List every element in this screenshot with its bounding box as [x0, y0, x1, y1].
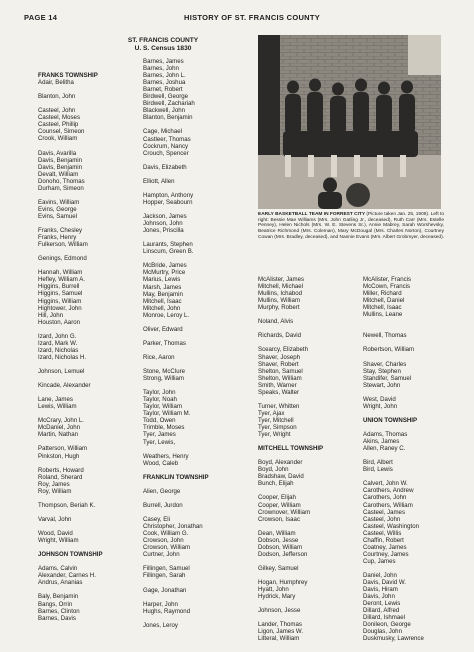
census-name: Shaver, Charles: [363, 360, 407, 368]
spacer: [363, 389, 424, 396]
census-name: Carothers, Andrew: [363, 487, 414, 495]
census-name: West, David: [363, 395, 396, 403]
census-name: Barnet, Robert: [143, 86, 183, 94]
census-name: Hughs, Raymond: [143, 607, 191, 615]
spacer: [38, 192, 103, 199]
census-name: Counsel, Simeon: [38, 128, 85, 136]
spacer: [258, 325, 323, 332]
census-name: Mullins, Ichabod: [258, 290, 303, 298]
census-name: Ligon, James W.: [258, 628, 304, 636]
spacer: [258, 487, 323, 494]
census-name: Barnes, Clinton: [38, 607, 80, 615]
census-name: Gage, Jonathan: [143, 586, 187, 594]
spacer: [38, 86, 103, 93]
census-name: Kincade, Alexander: [38, 382, 91, 390]
census-name: Taylor, John: [143, 389, 176, 397]
census-name: Gilkey, Samuel: [258, 564, 299, 572]
census-name: Casteel, James: [363, 508, 405, 516]
census-name: Baly, Benjamin: [38, 593, 79, 601]
spacer: [363, 410, 424, 417]
census-name: Cage, Michael: [143, 128, 182, 136]
census-name: Bangs, Orrin: [38, 600, 73, 608]
census-name: Jones, Leroy: [143, 621, 178, 629]
census-name: Adams, Thomas: [363, 431, 408, 439]
census-name: Bradshaw, David: [258, 473, 304, 481]
census-name: Tyer, Ajax: [258, 409, 285, 417]
spacer: [143, 121, 209, 128]
census-name: Varval, John: [38, 515, 72, 523]
census-name: Christopher, Jonathan: [143, 523, 203, 531]
census-name: Carothers, William: [363, 501, 413, 509]
census-name: Stay, Stephen: [363, 367, 401, 375]
spacer: [143, 579, 209, 586]
spacer: [143, 185, 209, 192]
spacer: [258, 572, 323, 579]
census-name: Tyer, Wright: [258, 431, 291, 439]
name-column-1: [38, 72, 103, 622]
census-name: Izard, Nicholas: [38, 346, 79, 354]
census-name: Higgins, William: [38, 297, 82, 305]
census-name: Hydrick, Mary: [258, 593, 296, 601]
census-name: Chaffin, Robert: [363, 536, 404, 544]
township-heading: FRANKS TOWNSHIP: [38, 72, 98, 79]
spacer: [38, 558, 103, 565]
basketball-team-photo: [258, 35, 441, 209]
census-name: Cup, James: [363, 557, 396, 565]
census-name: Trimble, Moses: [143, 424, 185, 432]
census-name: Mitchell, Isaac: [363, 304, 402, 312]
census-name: Cooper, Elijah: [258, 494, 296, 502]
spacer: [143, 558, 209, 565]
spacer: [258, 396, 323, 403]
census-name: Richards, David: [258, 332, 302, 340]
census-name: Houston, Aaron: [38, 318, 81, 326]
census-name: Shaver, Robert: [258, 360, 299, 368]
spacer: [143, 234, 209, 241]
census-name: Daniel, John: [363, 571, 397, 579]
census-name: Alexander, Carnes H.: [38, 572, 96, 580]
spacer: [143, 495, 209, 502]
census-name: Tyer, Simpson: [258, 423, 297, 431]
census-name: Alien, George: [143, 487, 181, 495]
census-name: Shelton, Samuel: [258, 367, 303, 375]
spacer: [258, 614, 323, 621]
census-name: Taylor, William: [143, 403, 182, 411]
census-name: Casteel, John: [38, 107, 76, 115]
census-name: Izard, Nicholas H.: [38, 353, 87, 361]
spacer: [38, 100, 103, 107]
census-name: Noland, Alvis: [258, 318, 294, 326]
spacer: [38, 361, 103, 368]
township-heading: UNION TOWNSHIP: [363, 416, 418, 424]
census-name: Speaks, Walter: [258, 388, 300, 396]
spacer: [143, 382, 209, 389]
spacer: [143, 347, 209, 354]
census-name: Evins, George: [38, 205, 77, 213]
census-name: Taylor, Noah: [143, 396, 177, 404]
spacer: [363, 339, 424, 346]
census-name: Duskmusky, Lawrence: [363, 635, 424, 643]
census-name: Dillard, Ishmael: [363, 614, 405, 622]
census-name: Durham, Simeon: [38, 184, 84, 192]
spacer: [38, 248, 103, 255]
census-name: Scearcy, Elizabeth: [258, 346, 309, 354]
census-name: Smith, Warner: [258, 381, 297, 389]
spacer: [143, 509, 209, 516]
census-name: Wright, William: [38, 537, 79, 545]
census-name: Donileon, George: [363, 621, 411, 629]
census-name: Dodson, Jefferson: [258, 550, 308, 558]
census-name: Casey, Eli: [143, 516, 170, 524]
census-name: Dobson, William: [258, 543, 303, 551]
census-name: McDaniel, John: [38, 424, 80, 432]
census-name: Barnes, John: [143, 65, 179, 73]
census-name: Izard, Mark W.: [38, 339, 78, 347]
census-name: Bunch, Elijah: [258, 480, 294, 488]
census-name: Franks, Henry: [38, 234, 77, 242]
census-name: Todd, Owen: [143, 417, 176, 425]
census-name: Davis, Benjamin: [38, 163, 83, 171]
spacer: [143, 255, 209, 262]
census-name: Douglas, John: [363, 628, 402, 636]
census-name: Strong, William: [143, 375, 184, 383]
spacer: [38, 509, 103, 516]
census-name: Linscum, Green B.: [143, 248, 194, 256]
census-name: Davis, David W.: [363, 579, 407, 587]
census-name: Davis, Benjamin: [38, 156, 83, 164]
census-name: Cockrum, Nancy: [143, 142, 189, 150]
census-name: Bird, Albert: [363, 459, 393, 467]
census-name: Jackson, James: [143, 213, 187, 221]
census-name: Barnes, John L.: [143, 72, 186, 80]
census-name: Allen, Raney C.: [363, 445, 406, 453]
census-name: Izard, John G.: [38, 332, 77, 340]
census-name: Shelton, William: [258, 374, 302, 382]
census-name: Oliver, Edward: [143, 325, 183, 333]
photo-image: [258, 35, 441, 209]
census-name: Adams, Calvin: [38, 565, 78, 573]
spacer: [143, 361, 209, 368]
spacer: [363, 565, 424, 572]
census-name: Wood, Caleb: [143, 459, 179, 467]
spacer: [363, 473, 424, 480]
census-name: Barnes, Joshua: [143, 79, 186, 87]
census-name: McCrary, John L.: [38, 417, 84, 425]
census-name: Roberts, Howard: [38, 466, 84, 474]
census-name: Shaver, Joseph: [258, 353, 301, 361]
page-header: [24, 13, 450, 25]
spacer: [38, 142, 103, 149]
spacer: [143, 467, 209, 474]
township-heading: JOHNSON TOWNSHIP: [38, 551, 103, 559]
spacer: [258, 558, 323, 565]
census-name: Johnson, Jesse: [258, 607, 301, 615]
census-name: Dillard, Alfred: [363, 607, 400, 615]
spacer: [143, 594, 209, 601]
census-name: Roy, James: [38, 480, 70, 488]
census-name: Bird, Lewis: [363, 466, 393, 474]
book-title: HISTORY OF ST. FRANCIS COUNTY: [184, 13, 321, 22]
census-name: Murphy, Robert: [258, 304, 300, 312]
census-name: Jones, Priscilla: [143, 227, 184, 235]
census-name: Barnes, James: [143, 58, 184, 65]
census-name: Tyer, Lewis,: [143, 438, 176, 446]
census-name: McAlister, Francis: [363, 276, 412, 283]
spacer: [38, 460, 103, 467]
census-name: Hill, John: [38, 311, 64, 319]
census-name: Casteel, Washington: [363, 522, 420, 530]
township-heading: FRANKLIN TOWNSHIP: [143, 473, 209, 481]
census-name: Higgins, Burrell: [38, 283, 80, 291]
census-name: Cooper, William: [258, 501, 301, 509]
census-name: Fillingen, Sarah: [143, 572, 186, 580]
caption-body: (Picture taken Jan. 25, 1909). Left to right: Bessie Mae Williams (Mrs. John Gatling Jr., deceased), Ruth Carr (Mrs. Estelle Penney), Helen Nichols (Mrs. W. E. Stevens Sr.), Annie Mabrey, Sarah Worshevsky, Beatrice Richmond (Mrs. Coleman), Mary McDougal (Mrs. Charles Norton), Courtney Cowan (Mrs. Bradley, deceased), and Nannie Evans (Mrs. Albert Grobmyer, deceased).: [258, 212, 445, 240]
census-name: Davis, Hiram: [363, 586, 398, 594]
census-name: Blanton, John: [38, 93, 76, 101]
census-name: Hyatt, John: [258, 586, 289, 594]
census-name: McMurtry, Price: [143, 269, 186, 277]
census-name: Stone, McClure: [143, 368, 185, 376]
census-name: Davis, Elizabeth: [143, 163, 187, 171]
census-name: Mitchell, John: [143, 304, 181, 312]
census-name: Boyd, Alexander: [258, 459, 303, 467]
census-name: Laurants, Stephen: [143, 241, 193, 249]
census-name: Crowson, William: [143, 544, 191, 552]
census-name: Barnes, Davis: [38, 614, 76, 622]
census-name: Patterson, William: [38, 445, 88, 453]
census-name: Blackwell, John: [143, 107, 185, 115]
census-name: Hampton, Anthony: [143, 191, 194, 199]
township-heading: MITCHELL TOWNSHIP: [258, 445, 324, 453]
census-name: Birdwell, George: [143, 93, 189, 101]
census-name: Mitchell, Isaac: [143, 297, 182, 305]
census-name: Casteel, Willis: [363, 529, 402, 537]
census-name: Standifer, Samuel: [363, 374, 412, 382]
census-name: Boyd, John: [258, 466, 289, 474]
census-name: Rice, Aaron: [143, 353, 175, 361]
census-name: Higgins, Samuel: [38, 290, 83, 298]
name-column-2: [143, 58, 209, 629]
spacer: [38, 544, 103, 551]
census-name: Pinkston, Hugh: [38, 452, 80, 460]
census-name: Casteel, Phillip: [38, 121, 79, 129]
spacer: [38, 495, 103, 502]
census-name: Thompson, Beriah K.: [38, 501, 96, 509]
census-name: Casteel, Moses: [38, 114, 80, 122]
census-name: Mitchell, Daniel: [363, 297, 405, 305]
census-name: Fulkerson, William: [38, 241, 88, 249]
spacer: [258, 452, 323, 459]
census-name: Elliott, Allen: [143, 177, 175, 185]
census-name: Johnson, Lemuel: [38, 367, 85, 375]
spacer: [143, 157, 209, 164]
census-name: Dobson, Jesse: [258, 536, 299, 544]
spacer: [143, 446, 209, 453]
census-name: Burrell, Jurdon: [143, 501, 183, 509]
spacer: [258, 523, 323, 530]
census-name: Turner, Whitten: [258, 402, 300, 410]
county-name: ST. FRANCIS COUNTY: [127, 37, 199, 44]
census-name: Taylor, William M.: [143, 410, 191, 418]
census-name: Robertson, William: [363, 346, 415, 354]
spacer: [363, 318, 424, 325]
census-name: Eavins, William: [38, 198, 80, 206]
census-name: Crouch, Spencer: [143, 149, 189, 157]
census-name: Newell, Thomas: [363, 332, 407, 340]
census-name: Dean, William: [258, 529, 296, 537]
census-name: Crownover, William: [258, 508, 311, 516]
census-name: Curtner, John: [143, 551, 180, 559]
census-name: Hefley, William A.: [38, 276, 85, 284]
spacer: [258, 339, 323, 346]
census-name: Adair, Belitha: [38, 79, 74, 87]
census-name: Crowson, Isaac: [258, 515, 300, 523]
census-name: Mullins, William: [258, 297, 300, 305]
spacer: [38, 262, 103, 269]
census-name: Hightower, John: [38, 304, 82, 312]
census-name: McCown, Francis: [363, 283, 411, 291]
spacer: [143, 171, 209, 178]
census-name: Roy, William: [38, 487, 72, 495]
spacer: [143, 481, 209, 488]
census-name: Marius, Lewis: [143, 276, 181, 284]
census-name: Miller, Richard: [363, 290, 402, 298]
census-name: Crook, William: [38, 135, 78, 143]
census-name: Blanton, Benjamin: [143, 114, 193, 122]
census-name: Lander, Thomas: [258, 621, 302, 629]
census-name: Davis, John: [363, 593, 395, 601]
census-name: Wood, David: [38, 530, 73, 538]
spacer: [363, 325, 424, 332]
census-name: Tyer, Mitchell: [258, 416, 294, 424]
census-name: Crowson, John: [143, 537, 184, 545]
caption-title: EARLY BASKETBALL TEAM IN FORREST CITY: [258, 212, 366, 217]
census-name: Tyer, James: [143, 431, 176, 439]
census-name: Andrus, Ananias: [38, 579, 83, 587]
census-name: Akins, James: [363, 438, 400, 446]
census-name: Wright, John: [363, 402, 398, 410]
spacer: [38, 410, 103, 417]
census-name: Genings, Edmond: [38, 255, 87, 263]
census-name: Mullins, Leane: [363, 311, 403, 319]
census-name: Hannah, William: [38, 269, 83, 277]
census-name: McAlister, James: [258, 276, 305, 283]
census-name: Carothers, John: [363, 494, 407, 502]
spacer: [38, 220, 103, 227]
spacer: [258, 438, 323, 445]
census-name: Lane, James: [38, 396, 73, 404]
census-name: Hopper, Seabourn: [143, 198, 193, 206]
spacer: [143, 206, 209, 213]
census-name: Hogan, Humphrey: [258, 579, 308, 587]
spacer: [363, 452, 424, 459]
census-name: Coatney, James: [363, 543, 407, 551]
census-name: Deront, Lewis: [363, 600, 401, 608]
census-name: Roland, Sherard: [38, 473, 83, 481]
census-name: May, Benjamin: [143, 290, 183, 298]
spacer: [143, 333, 209, 340]
census-name: Calvert, John W.: [363, 480, 408, 488]
census-name: Evins, Samuel: [38, 212, 77, 220]
census-name: Parker, Thomas: [143, 339, 186, 347]
census-name: Monroe, Leroy L.: [143, 311, 190, 319]
census-name: Lewis, William: [38, 403, 77, 411]
census-name: Martin, Nathan: [38, 431, 78, 439]
census-name: Mitchell, Michael: [258, 283, 304, 291]
census-name: Castleer, Thomas: [143, 135, 191, 143]
census-name: Weathers, Henry: [143, 452, 189, 460]
spacer: [38, 523, 103, 530]
spacer: [143, 615, 209, 622]
census-name: Birdwell, Zachariah: [143, 100, 195, 108]
census-name: Casteel, John: [363, 515, 401, 523]
spacer: [38, 586, 103, 593]
spacer: [38, 438, 103, 445]
census-name: Cook, William G.: [143, 530, 189, 538]
census-name: Litteral, William: [258, 635, 300, 643]
census-name: Donoho, Thomas: [38, 177, 85, 185]
spacer: [363, 354, 424, 361]
census-name: Harper, John: [143, 600, 178, 608]
census-heading: [78, 37, 248, 53]
census-name: McBride, James: [143, 262, 187, 270]
photo-caption: [258, 212, 444, 241]
census-name: Franks, Chesley: [38, 227, 83, 235]
census-year: U. S. Census 1830: [134, 45, 192, 52]
census-name: Marsh, James: [143, 283, 182, 291]
census-name: Fillingen, Samuel: [143, 565, 190, 573]
census-name: Johnson, John: [143, 220, 183, 228]
spacer: [38, 389, 103, 396]
spacer: [363, 424, 424, 431]
census-name: Devalt, William: [38, 170, 79, 178]
spacer: [143, 319, 209, 326]
census-name: Courtney, James: [363, 550, 409, 558]
census-name: Davis, Avarilla: [38, 149, 77, 157]
spacer: [258, 600, 323, 607]
census-name: Stewart, John: [363, 381, 401, 389]
spacer: [38, 326, 103, 333]
spacer: [38, 375, 103, 382]
page-number: PAGE 14: [24, 13, 58, 22]
name-column-3: [258, 276, 323, 642]
spacer: [258, 311, 323, 318]
name-column-4: [363, 276, 424, 642]
